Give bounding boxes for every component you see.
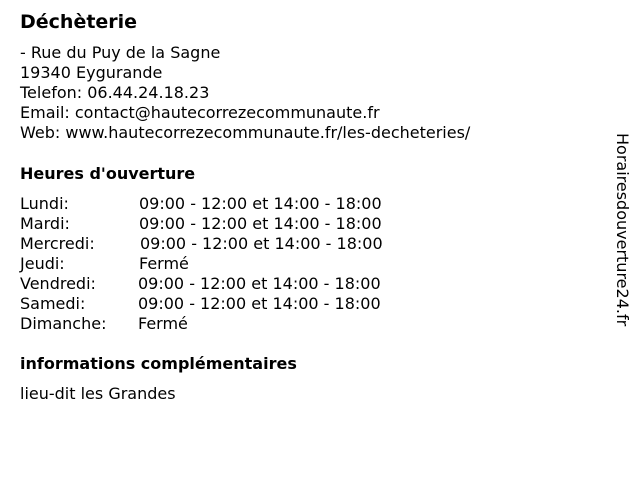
site-watermark: Horairesdouverture24.fr (613, 133, 632, 327)
day-label: Mardi: (20, 214, 70, 233)
day-hours: 09:00 - 12:00 et 14:00 - 18:00 (140, 234, 383, 253)
day-label: Jeudi: (20, 254, 65, 273)
email-line: Email: contact@hautecorrezecommunaute.fr (20, 103, 380, 122)
web-line: Web: www.hautecorrezecommunaute.fr/les-decheteries/ (20, 123, 471, 142)
day-hours: Fermé (139, 254, 189, 273)
phone-line: Telefon: 06.44.24.18.23 (20, 83, 210, 102)
day-hours: 09:00 - 12:00 et 14:00 - 18:00 (138, 274, 381, 293)
day-label: Dimanche: (20, 314, 107, 333)
info-heading: informations complémentaires (20, 354, 297, 373)
day-label: Samedi: (20, 294, 86, 313)
day-label: Vendredi: (20, 274, 96, 293)
day-hours: Fermé (138, 314, 188, 333)
city-line: 19340 Eygurande (20, 63, 163, 82)
day-label: Mercredi: (20, 234, 95, 253)
day-label: Lundi: (20, 194, 69, 213)
day-hours: 09:00 - 12:00 et 14:00 - 18:00 (139, 194, 382, 213)
day-hours: 09:00 - 12:00 et 14:00 - 18:00 (139, 214, 382, 233)
street-line: - Rue du Puy de la Sagne (20, 43, 221, 62)
page-title: Déchèterie (20, 11, 138, 33)
info-text: lieu-dit les Grandes (20, 384, 176, 403)
day-hours: 09:00 - 12:00 et 14:00 - 18:00 (138, 294, 381, 313)
address-block (20, 43, 470, 143)
hours-heading: Heures d'ouverture (20, 164, 196, 183)
